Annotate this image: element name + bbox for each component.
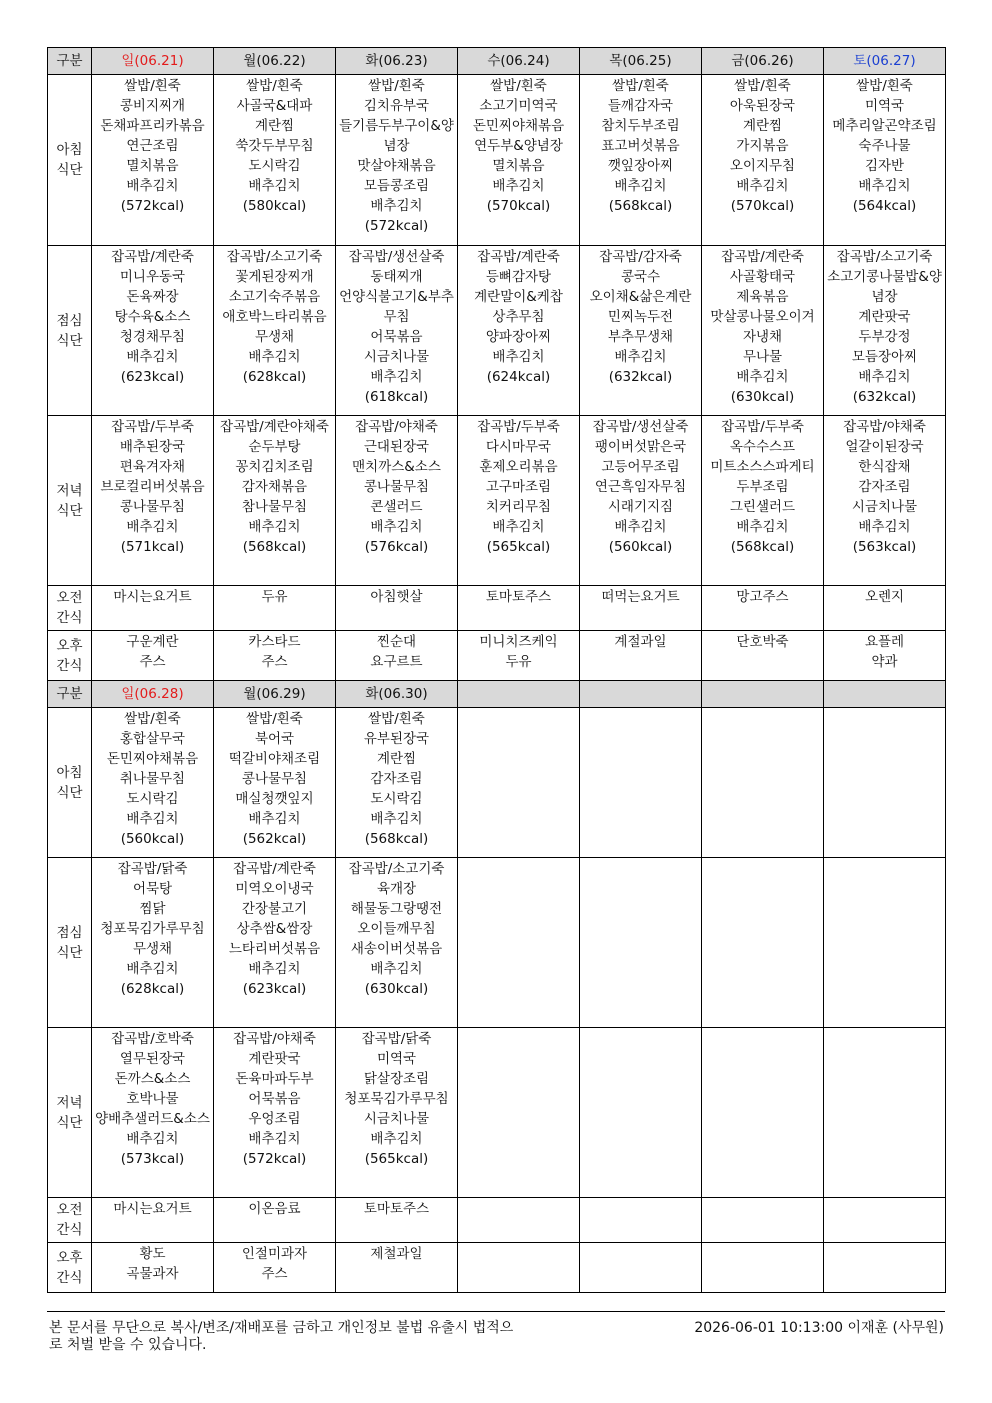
- meal-plan-table: [47, 47, 946, 1293]
- menu-cell: [824, 1243, 946, 1293]
- menu-cell: 요플레 약과: [824, 631, 946, 681]
- day-header: 토(06.27): [824, 48, 946, 75]
- week2-meal-row: [48, 1028, 946, 1198]
- menu-cell: 잡곡밥/두부죽 다시마무국 훈제오리볶음 고구마조림 치커리무침 배추김치 (565kcal): [458, 416, 580, 586]
- menu-cell: 구운계란 주스: [92, 631, 214, 681]
- menu-cell: 토마토주스: [458, 586, 580, 631]
- menu-cell: [824, 1198, 946, 1243]
- menu-cell: 잡곡밥/닭죽 미역국 닭살장조림 청포묵김가루무침 시금치나물 배추김치 (565kcal): [336, 1028, 458, 1198]
- day-header: [458, 681, 580, 708]
- footer-notice: 본 문서를 무단으로 복사/변조/재배포를 금하고 개인정보 불법 유출시 법적으로 처벌 받을 수 있습니다.: [49, 1320, 514, 1353]
- week1-meal-row: [48, 416, 946, 586]
- day-header: [580, 681, 702, 708]
- menu-cell: 계절과일: [580, 631, 702, 681]
- menu-cell: 잡곡밥/야채죽 근대된장국 맨치까스&소스 콩나물무침 콘샐러드 배추김치 (576kcal): [336, 416, 458, 586]
- week1-meal-row: [48, 246, 946, 416]
- week1-meal-row: [48, 586, 946, 631]
- day-header: 월(06.22): [214, 48, 336, 75]
- day-header: [824, 681, 946, 708]
- menu-cell: 아침햇살: [336, 586, 458, 631]
- menu-cell: 잡곡밥/계란죽 미역오이냉국 간장불고기 상추쌈&쌈장 느타리버섯볶음 배추김치 (623kcal): [214, 858, 336, 1028]
- meal-label: 오전 간식: [48, 1198, 92, 1243]
- menu-cell: [458, 708, 580, 858]
- menu-cell: [458, 858, 580, 1028]
- day-header: 일(06.21): [92, 48, 214, 75]
- header-label: 구분: [48, 48, 92, 75]
- week2-meal-row: [48, 858, 946, 1028]
- menu-cell: 찐순대 요구르트: [336, 631, 458, 681]
- menu-cell: [580, 1243, 702, 1293]
- menu-cell: [458, 1028, 580, 1198]
- menu-cell: 잡곡밥/계란죽 미니우동국 돈육짜장 탕수육&소스 청경채무침 배추김치 (623kcal): [92, 246, 214, 416]
- menu-cell: 잡곡밥/호박죽 열무된장국 돈까스&소스 호박나물 양배추샐러드&소스 배추김치 (573kcal): [92, 1028, 214, 1198]
- menu-cell: 쌀밥/흰죽 김치유부국 들기름두부구이&양념장 맛살야채볶음 모듬콩조림 배추김치 (572kcal): [336, 75, 458, 246]
- menu-cell: [824, 1028, 946, 1198]
- meal-label: 아침 식단: [48, 75, 92, 246]
- menu-cell: 잡곡밥/야채죽 얼갈이된장국 한식잡채 감자조림 시금치나물 배추김치 (563kcal): [824, 416, 946, 586]
- menu-cell: [824, 858, 946, 1028]
- menu-cell: [580, 708, 702, 858]
- menu-cell: 이온음료: [214, 1198, 336, 1243]
- menu-cell: 쌀밥/흰죽 사골국&대파 계란찜 쑥갓두부무침 도시락김 배추김치 (580kcal): [214, 75, 336, 246]
- week2-meal-row: [48, 1198, 946, 1243]
- menu-cell: 잡곡밥/계란죽 등뼈감자탕 계란말이&케찹 상추무침 양파장아찌 배추김치 (624kcal): [458, 246, 580, 416]
- menu-cell: 쌀밥/흰죽 미역국 메추리알곤약조림 숙주나물 김자반 배추김치 (564kcal): [824, 75, 946, 246]
- day-header: 수(06.24): [458, 48, 580, 75]
- menu-cell: [702, 1028, 824, 1198]
- menu-cell: 쌀밥/흰죽 유부된장국 계란찜 감자조림 도시락김 배추김치 (568kcal): [336, 708, 458, 858]
- meal-label: 점심 식단: [48, 246, 92, 416]
- menu-cell: 오렌지: [824, 586, 946, 631]
- menu-cell: 잡곡밥/소고기죽 소고기콩나물밥&양념장 계란팟국 두부강정 모듬장아찌 배추김치 (632kcal): [824, 246, 946, 416]
- menu-cell: [458, 1198, 580, 1243]
- week1-meal-row: [48, 75, 946, 246]
- menu-cell: [458, 1243, 580, 1293]
- menu-cell: 잡곡밥/소고기죽 육개장 해물동그랑땡전 오이들깨무침 새송이버섯볶음 배추김치 (630kcal): [336, 858, 458, 1028]
- week2-meal-row: [48, 708, 946, 858]
- meal-label: 오후 간식: [48, 1243, 92, 1293]
- menu-cell: [580, 1198, 702, 1243]
- menu-cell: 잡곡밥/두부죽 배추된장국 편육겨자채 브로컬리버섯볶음 콩나물무침 배추김치 (571kcal): [92, 416, 214, 586]
- menu-cell: 쌀밥/흰죽 홍합살무국 돈민찌야채볶음 취나물무침 도시락김 배추김치 (560kcal): [92, 708, 214, 858]
- menu-cell: 단호박죽: [702, 631, 824, 681]
- meal-label: 오전 간식: [48, 586, 92, 631]
- menu-cell: 떠먹는요거트: [580, 586, 702, 631]
- header-label: 구분: [48, 681, 92, 708]
- menu-cell: [702, 1243, 824, 1293]
- menu-cell: 잡곡밥/두부죽 옥수수스프 미트소스스파게티 두부조림 그린샐러드 배추김치 (568kcal): [702, 416, 824, 586]
- week2-header-row: [48, 681, 946, 708]
- menu-cell: [580, 858, 702, 1028]
- meal-label: 오후 간식: [48, 631, 92, 681]
- menu-cell: 인절미과자 주스: [214, 1243, 336, 1293]
- menu-cell: [702, 708, 824, 858]
- week2-meal-row: [48, 1243, 946, 1293]
- day-header: 화(06.30): [336, 681, 458, 708]
- menu-cell: [702, 1198, 824, 1243]
- menu-cell: 쌀밥/흰죽 북어국 떡갈비야채조림 콩나물무침 매실청깻잎지 배추김치 (562kcal): [214, 708, 336, 858]
- menu-cell: 마시는요거트: [92, 1198, 214, 1243]
- day-header: 일(06.28): [92, 681, 214, 708]
- menu-cell: 망고주스: [702, 586, 824, 631]
- menu-cell: 잡곡밥/감자죽 콩국수 오이채&삶은계란 민찌녹두전 부추무생채 배추김치 (632kcal): [580, 246, 702, 416]
- menu-cell: 쌀밥/흰죽 아욱된장국 계란찜 가지볶음 오이지무침 배추김치 (570kcal): [702, 75, 824, 246]
- meal-label: 저녁 식단: [48, 1028, 92, 1198]
- menu-cell: 마시는요거트: [92, 586, 214, 631]
- meal-label: 점심 식단: [48, 858, 92, 1028]
- week1-meal-row: [48, 631, 946, 681]
- menu-cell: 잡곡밥/계란야채죽 순두부탕 꽁치김치조림 감자채볶음 참나물무침 배추김치 (568kcal): [214, 416, 336, 586]
- menu-cell: [702, 858, 824, 1028]
- menu-cell: 제철과일: [336, 1243, 458, 1293]
- menu-cell: [824, 708, 946, 858]
- menu-cell: 쌀밥/흰죽 들깨감자국 참치두부조림 표고버섯볶음 깻잎장아찌 배추김치 (568kcal): [580, 75, 702, 246]
- menu-cell: 카스타드 주스: [214, 631, 336, 681]
- menu-cell: 쌀밥/흰죽 소고기미역국 돈민찌야채볶음 연두부&양념장 멸치볶음 배추김치 (570kcal): [458, 75, 580, 246]
- menu-cell: 잡곡밥/생선살죽 팽이버섯맑은국 고등어무조림 연근흑임자무침 시래기지짐 배추김치 (560kcal): [580, 416, 702, 586]
- menu-cell: 잡곡밥/소고기죽 꽃게된장찌개 소고기숙주볶음 애호박느타리볶음 무생채 배추김치 (628kcal): [214, 246, 336, 416]
- footer-divider: [47, 1311, 945, 1312]
- week1-header-row: [48, 48, 946, 75]
- day-header: 목(06.25): [580, 48, 702, 75]
- menu-cell: 황도 곡물과자: [92, 1243, 214, 1293]
- menu-cell: [580, 1028, 702, 1198]
- day-header: 화(06.23): [336, 48, 458, 75]
- menu-cell: 두유: [214, 586, 336, 631]
- menu-cell: 잡곡밥/생선살죽 동태찌개 언양식불고기&부추무침 어묵볶음 시금치나물 배추김치 (618kcal): [336, 246, 458, 416]
- day-header: 월(06.29): [214, 681, 336, 708]
- menu-cell: 쌀밥/흰죽 콩비지찌개 돈채파프리카볶음 연근조림 멸치볶음 배추김치 (572kcal): [92, 75, 214, 246]
- footer-timestamp: 2026-06-01 10:13:00 이재훈 (사무원): [694, 1320, 944, 1336]
- menu-cell: 잡곡밥/닭죽 어묵탕 찜닭 청포묵김가루무침 무생채 배추김치 (628kcal): [92, 858, 214, 1028]
- meal-label: 아침 식단: [48, 708, 92, 858]
- menu-cell: 미니치즈케익 두유: [458, 631, 580, 681]
- day-header: [702, 681, 824, 708]
- menu-cell: 토마토주스: [336, 1198, 458, 1243]
- meal-label: 저녁 식단: [48, 416, 92, 586]
- day-header: 금(06.26): [702, 48, 824, 75]
- menu-cell: 잡곡밥/계란죽 사골황태국 제육볶음 맛살콩나물오이겨자냉채 무나물 배추김치 (630kcal): [702, 246, 824, 416]
- menu-cell: 잡곡밥/야채죽 계란팟국 돈육마파두부 어묵볶음 우엉조림 배추김치 (572kcal): [214, 1028, 336, 1198]
